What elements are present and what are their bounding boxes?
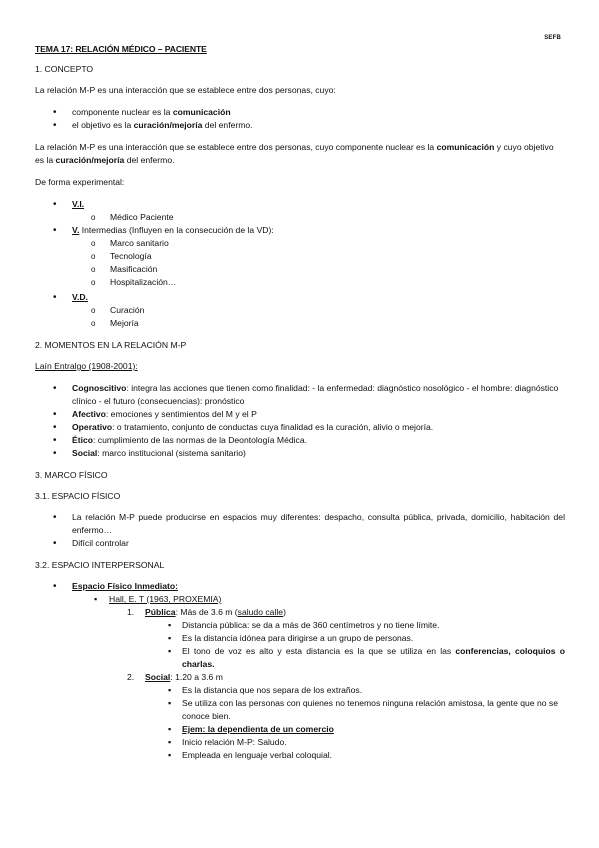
list-item: • Ético: cumplimiento de las normas de la Deontología Médica. [35, 434, 565, 447]
list-item: o Hospitalización… [35, 276, 565, 289]
list-item: • V.D. [35, 291, 565, 304]
author-label: Laín Entralgo (1908-2001): [35, 361, 138, 371]
section-3-heading: 3. MARCO FÍSICO [35, 470, 108, 480]
document-title: TEMA 17: RELACIÓN MÉDICO – PACIENTE [35, 44, 207, 54]
document-page [35, 30, 565, 762]
list-item: ▪ Se utiliza con las personas con quienes no tenemos ninguna relación amistosa, la gente que no se conoce bien. [35, 697, 565, 723]
list-item: ▪ Es la distancia que nos separa de los extraños. [35, 684, 565, 697]
list-item: o Curación [35, 304, 565, 317]
list-item: ▪ El tono de voz es alto y esta distancia es la que se utiliza en las conferencias, coloquios o charlas. [35, 645, 565, 671]
list-item: 2. Social: 1.20 a 3.6 m [127, 672, 223, 682]
list-item: o Masificación [35, 263, 565, 276]
section-2-heading: 2. MOMENTOS EN LA RELACIÓN M-P [35, 340, 187, 350]
physical-space-list [35, 511, 565, 550]
variables-list [35, 198, 565, 330]
list-item: o Tecnología [35, 250, 565, 263]
list-item: • Social: marco institucional (sistema sanitario) [35, 447, 565, 460]
list-item: ▪ Ejem: la dependienta de un comercio [35, 723, 565, 736]
page-header-code: SEFB [544, 35, 561, 41]
list-item: o Mejoría [35, 317, 565, 330]
concept-paragraph: La relación M-P es una interacción que se establece entre dos personas, cuyo componente nuclear es la comunicación y cuyo objetivo es la curación/mejoría del enfermo. [35, 142, 554, 165]
list-item: ▪ Hall, E. T (1963, PROXEMIA) [35, 593, 565, 606]
list-item: ▪ Inicio relación M-P: Saludo. [35, 736, 565, 749]
list-item: o Médico Paciente [35, 211, 565, 224]
list-item: • La relación M-P puede producirse en espacios muy diferentes: despacho, consulta pública, privada, domicilio, habitación del enfermo… [35, 511, 565, 537]
section-1-heading: 1. CONCEPTO [35, 64, 94, 74]
list-item: 1. Pública: Más de 3.6 m (saludo calle) [127, 607, 286, 617]
list-item: • Difícil controlar [35, 537, 565, 550]
list-item: • V. Intermedias (Influyen en la consecución de la VD): [35, 224, 565, 237]
list-item: • el objetivo es la curación/mejoría del enfermo. [35, 119, 565, 132]
subsection-3-1-heading: 3.1. ESPACIO FÍSICO [35, 491, 121, 501]
list-item: ▪ Distancia pública: se da a más de 360 centímetros y no tiene límite. [35, 619, 565, 632]
list-item: o Marco sanitario [35, 237, 565, 250]
list-item: • V.I. [35, 198, 565, 211]
interpersonal-list [35, 580, 565, 762]
concept-list [35, 106, 565, 132]
list-item: • componente nuclear es la comunicación [35, 106, 565, 119]
list-item: • Espacio Físico Inmediato: [35, 580, 565, 593]
list-item: • Operativo: o tratamiento, conjunto de conductas cuya finalidad es la curación, alivio o mejoría. [35, 421, 565, 434]
moments-list [35, 382, 565, 460]
list-item: • Cognoscitivo: integra las acciones que tienen como finalidad: - la enfermedad: diagnóstico nosológico - el hombre: diagnóstico clínico - el futuro (consecuencias): pronóstico [35, 382, 565, 408]
concept-intro: La relación M-P es una interacción que se establece entre dos personas, cuyo: [35, 85, 336, 95]
subsection-3-2-heading: 3.2. ESPACIO INTERPERSONAL [35, 560, 165, 570]
experimental-label: De forma experimental: [35, 177, 125, 187]
list-item: ▪ Es la distancia idónea para dirigirse a un grupo de personas. [35, 632, 565, 645]
list-item: ▪ Empleada en lenguaje verbal coloquial. [35, 749, 565, 762]
list-item: • Afectivo: emociones y sentimientos del M y el P [35, 408, 565, 421]
